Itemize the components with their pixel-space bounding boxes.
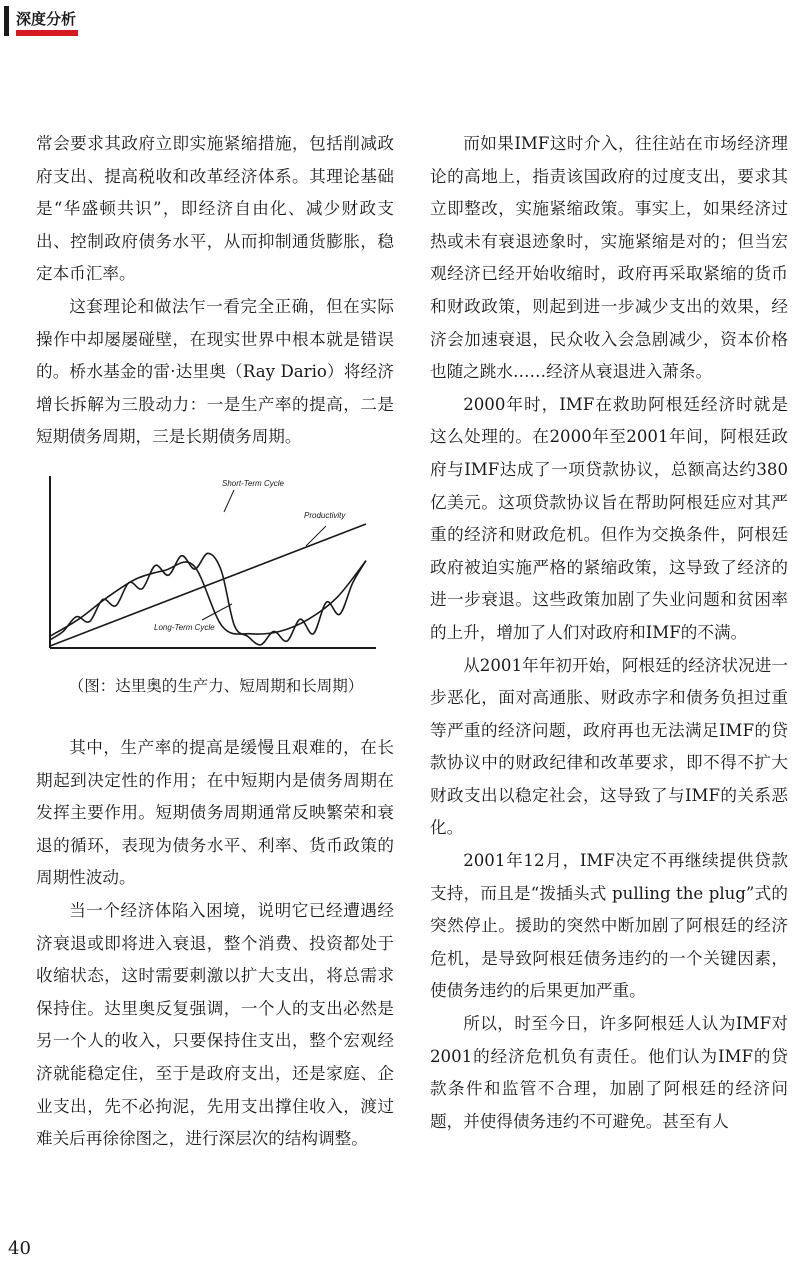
right-column [430, 128, 788, 1138]
section-tag-underline [16, 30, 78, 36]
annotation-productivity: Productivity [304, 511, 346, 520]
annotation-short-term-cycle: Short-Term Cycle [222, 479, 284, 488]
paragraph: 当一个经济体陷入困境，说明它已经遭遇经济衰退或即将进入衰退，整个消费、投资都处于收缩状态，这时需要刺激以扩大支出，将总需求保持住。达里奥反复强调，一个人的支出必然是另一个人的收入，只要保持住支出，整个宏观经济就能稳定住，至于是政府支出，还是家庭、企业支出，先不必拘泥，先用支出撑住收入，渡过难关后再徐徐图之，进行深层次的结构调整。 [36, 900, 394, 1149]
left-column-bottom [36, 732, 394, 1156]
section-tag-bar [4, 6, 9, 36]
paragraph: 所以，时至今日，许多阿根廷人认为IMF对2001的经济危机负有责任。他们认为IMF的贷款条件和监管不合理，加剧了阿根廷的经济问题，并使得债务违约不可避免。甚至有人 [430, 1014, 788, 1131]
left-column-top [36, 128, 394, 454]
paragraph: 常会要求其政府立即实施紧缩措施，包括削减政府支出、提高税收和改革经济体系。其理论基础是“华盛顿共识”，即经济自由化、减少财政支出、控制政府债务水平，从而抑制通货膨胀，稳定本币汇率。 [36, 134, 394, 284]
paragraph: 2001年12月，IMF决定不再继续提供贷款支持，而且是“拨插头式 pulling the plug”式的突然停止。援助的突然中断加剧了阿根廷的经济危机，是导致阿根廷债务违约的一个关键因素，使债务违约的后果更加严重。 [430, 851, 788, 1001]
paragraph: 这套理论和做法乍一看完全正确，但在实际操作中却屡屡碰壁，在现实世界中根本就是错误的。桥水基金的雷·达里奥（Ray Dario）将经济增长拆解为三股动力：一是生产率的提高，二是短期债务周期，三是长期债务周期。 [36, 296, 394, 447]
section-title: 深度分析 [16, 10, 77, 28]
leader-short-term [224, 490, 234, 512]
cycle-figure [36, 466, 396, 662]
paragraph: 从2001年年初开始，阿根廷的经济状况进一步恶化，面对高通胀、财政赤字和债务负担过重等严重的经济问题，政府再也无法满足IMF的贷款协议中的财政纪律和改革要求，即不得不扩大财政支出以稳定社会，这导致了与IMF的关系恶化。 [430, 655, 788, 838]
cycle-chart [36, 466, 396, 662]
annotation-long-term-cycle: Long-Term Cycle [154, 623, 215, 632]
page-number: 40 [8, 1238, 31, 1259]
paragraph: 其中，生产率的提高是缓慢且艰难的，在长期起到决定性的作用；在中短期内是债务周期在发挥主要作用。短期债务周期通常反映繁荣和衰退的循环，表现为债务水平、利率、货币政策的周期性波动。 [36, 738, 394, 888]
figure-caption: （图：达里奥的生产力、短周期和长周期） [68, 677, 364, 695]
paragraph: 2000年时，IMF在救助阿根廷经济时就是这么处理的。在2000年至2001年间，阿根廷政府与IMF达成了一项贷款协议，总额高达约380亿美元。这项贷款协议旨在帮助阿根廷应对其严重的经济和财政危机。但作为交换条件，阿根廷政府被迫实施严格的紧缩政策，这导致了经济的进一步衰退。这些政策加剧了失业问题和贫困率的上升，增加了人们对政府和IMF的不满。 [430, 394, 788, 642]
paragraph: 而如果IMF这时介入，往往站在市场经济理论的高地上，指责该国政府的过度支出，要求其立即整改，实施紧缩政策。事实上，如果经济过热或未有衰退迹象时，实施紧缩是对的；但当宏观经济已经开始收缩时，政府再采取紧缩的货币和财政政策，则起到进一步减少支出的效果，经济会加速衰退，民众收入会急剧减少，资本价格也随之跳水……经济从衰退进入萧条。 [430, 134, 788, 382]
